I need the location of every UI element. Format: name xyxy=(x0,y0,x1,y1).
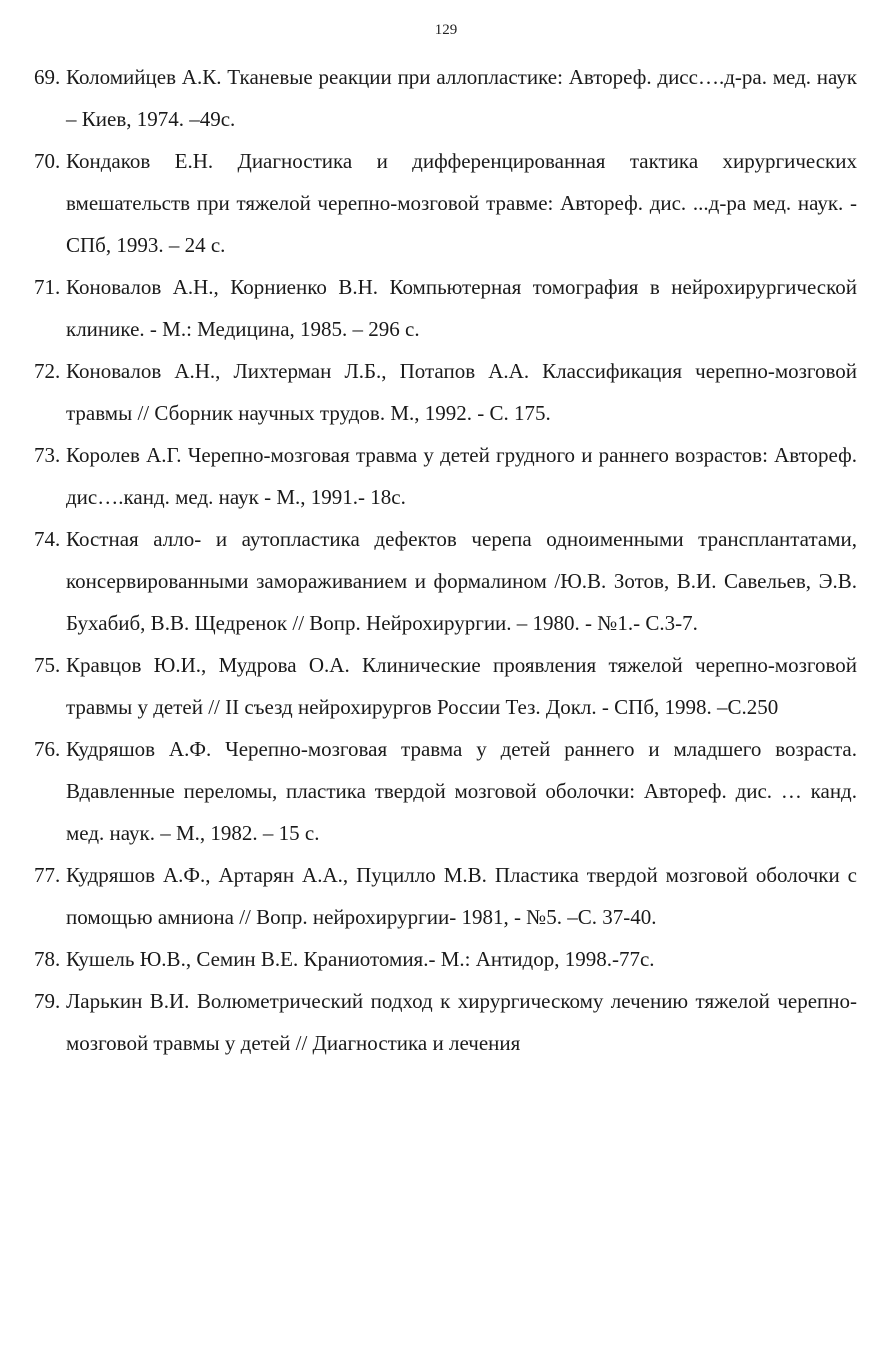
reference-number: 73. xyxy=(34,443,61,467)
reference-number: 74. xyxy=(34,527,61,551)
reference-text: Коновалов А.Н., Лихтерман Л.Б., Потапов А.А. Классификация черепно-мозговой травмы // Сборник научных трудов. М., 1992. - С. 175. xyxy=(66,359,857,425)
reference-item-69 xyxy=(34,56,857,140)
reference-number: 71. xyxy=(34,275,61,299)
reference-text: Королев А.Г. Черепно-мозговая травма у детей грудного и раннего возрастов: Автореф. дис….канд. мед. наук - М., 1991.- 18с. xyxy=(66,443,857,509)
reference-number: 70. xyxy=(34,149,61,173)
reference-text: Кравцов Ю.И., Мудрова О.А. Клинические проявления тяжелой черепно-мозговой травмы у детей // II съезд нейрохирургов России Тез. Докл. - СПб, 1998. –С.250 xyxy=(66,653,857,719)
reference-text: Кушель Ю.В., Семин В.Е. Краниотомия.- М.: Антидор, 1998.-77с. xyxy=(66,947,655,971)
reference-number: 69. xyxy=(34,65,61,89)
reference-number: 75. xyxy=(34,653,61,677)
reference-item-75 xyxy=(34,644,857,728)
reference-text: Кудряшов А.Ф. Черепно-мозговая травма у детей раннего и младшего возраста. Вдавленные переломы, пластика твердой мозговой оболочки: Автореф. дис. … канд. мед. наук. – М., 1982. – 15 с. xyxy=(66,737,857,845)
reference-text: Ларькин В.И. Волюметрический подход к хирургическому лечению тяжелой черепно-мозговой травмы у детей // Диагностика и лечения xyxy=(66,989,857,1055)
reference-number: 78. xyxy=(34,947,61,971)
reference-item-74 xyxy=(34,518,857,644)
reference-item-73 xyxy=(34,434,857,518)
reference-item-70 xyxy=(34,140,857,266)
reference-text: Коновалов А.Н., Корниенко В.Н. Компьютерная томография в нейрохирургической клинике. - М.: Медицина, 1985. – 296 с. xyxy=(66,275,857,341)
reference-text: Костная алло- и аутопластика дефектов черепа одноименными трансплантатами, консервированными замораживанием и формалином /Ю.В. Зотов, В.И. Савельев, Э.В. Бухабиб, В.В. Щедренок // Вопр. Нейрохирургии. – 1980. - №1.- С.3-7. xyxy=(66,527,857,635)
reference-item-71 xyxy=(34,266,857,350)
reference-number: 76. xyxy=(34,737,61,761)
reference-item-77 xyxy=(34,854,857,938)
reference-list xyxy=(34,56,857,1064)
reference-number: 72. xyxy=(34,359,61,383)
reference-text: Кудряшов А.Ф., Артарян А.А., Пуцилло М.В. Пластика твердой мозговой оболочки с помощью амниона // Вопр. нейрохирургии- 1981, - №5. –С. 37-40. xyxy=(66,863,857,929)
reference-item-79 xyxy=(34,980,857,1064)
reference-text: Кондаков Е.Н. Диагностика и дифференцированная тактика хирургических вмешательств при тяжелой черепно-мозговой травме: Автореф. дис. ...д-ра мед. наук. - СПб, 1993. – 24 с. xyxy=(66,149,857,257)
reference-item-76 xyxy=(34,728,857,854)
reference-item-78 xyxy=(34,938,857,980)
reference-number: 77. xyxy=(34,863,61,887)
page-number: 129 xyxy=(434,22,458,38)
reference-item-72 xyxy=(34,350,857,434)
reference-text: Коломийцев А.К. Тканевые реакции при аллопластике: Автореф. дисс….д-ра. мед. наук – Киев, 1974. –49с. xyxy=(66,65,857,131)
reference-number: 79. xyxy=(34,989,61,1013)
